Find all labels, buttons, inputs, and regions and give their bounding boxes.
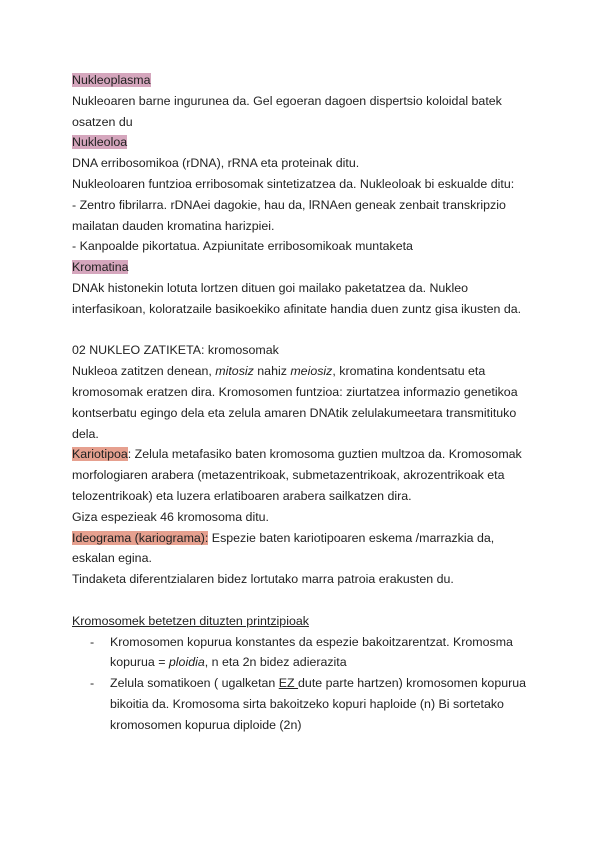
heading-nukleo-zatiketa: 02 NUKLEO ZATIKETA: kromosomak	[72, 343, 279, 358]
text-span: : Zelula metafasiko baten kromosoma guztien multzoa da. Kromosomak	[127, 447, 522, 462]
text-line: kromosomak eratzen dira. Kromosomen funtzioa: ziurtatzea informazio genetikoa	[72, 384, 518, 399]
text-line: eskalan egina.	[72, 551, 152, 566]
list-item	[72, 632, 542, 653]
text-line: osatzen du	[72, 114, 133, 129]
list-item-continuation	[72, 652, 542, 673]
highlight-kariotipoa: Kariotipoa	[72, 447, 128, 462]
text-span: Kromosomen kopurua konstantes da espezie bakoitzarentzat. Kromosma	[110, 634, 513, 649]
heading-printzipioak	[72, 611, 542, 632]
spacer	[72, 590, 542, 611]
bullet-dash: -	[90, 634, 95, 649]
text-line: DNAk histonekin lotuta lortzen dituen goi mailako paketatzea da. Nukleo	[72, 280, 469, 295]
text-span: , n eta 2n bidez adierazita	[204, 655, 347, 670]
text-line: morfologiaren arabera (metazentrikoak, submetazentrikoak, akrozentrikoak eta	[72, 468, 505, 483]
heading-nukleoplasma	[72, 70, 542, 91]
list-item	[72, 673, 542, 694]
document-content	[72, 70, 542, 736]
text-line	[72, 361, 542, 382]
text-line: telozentrikoak) eta luzera erlatiboaren arabera sailkatzen dira.	[72, 488, 412, 503]
list-item-continuation: bikoitia da. Kromosoma sirta bakoitzeko kopuri haploide (n) Bi sortetako	[110, 696, 504, 711]
text-span: kopurua =	[110, 655, 169, 670]
text-line: Giza espezieak 46 kromosoma ditu.	[72, 509, 269, 524]
italic-meiosiz: meiosiz	[290, 364, 333, 379]
bullet-dash: -	[90, 676, 95, 691]
text-span: Espezie baten kariotipoaren eskema /marrazkia da,	[208, 530, 495, 545]
text-line: mailatan dauden kromatina harizpiei.	[72, 218, 275, 233]
heading-nukleoloa	[72, 132, 542, 153]
italic-mitosiz: mitosiz	[215, 364, 254, 379]
text-line: Nukleoloaren funtzioa erribosomak sintetizatzea da. Nukleoloak bi eskualde ditu:	[72, 176, 515, 191]
text-line: Nukleoaren barne ingurunea da. Gel egoeran dagoen dispertsio koloidal batek	[72, 93, 502, 108]
spacer	[72, 320, 542, 341]
highlight-kromatina: Kromatina	[72, 260, 129, 275]
text-line: DNA erribosomikoa (rDNA), rRNA eta proteinak ditu.	[72, 156, 360, 171]
underlined-heading: Kromosomek betetzen dituzten printzipioak	[72, 613, 309, 628]
text-line	[72, 444, 542, 465]
highlight-nukleoplasma: Nukleoplasma	[72, 73, 151, 87]
text-line: - Kanpoalde pikortatua. Azpiunitate erribosomikoak muntaketa	[72, 239, 413, 254]
text-line: Tindaketa diferentzialaren bidez lortutako marra patroia erakusten du.	[72, 572, 454, 587]
underlined-ez: EZ	[278, 676, 299, 691]
text-span: , kromatina kondentsatu eta	[332, 364, 486, 379]
italic-ploidia: ploidia	[168, 655, 205, 670]
highlight-ideograma: Ideograma (kariograma):	[72, 530, 209, 545]
text-span: nahiz	[253, 364, 291, 379]
heading-kromatina	[72, 257, 542, 278]
text-line: kontserbatu egingo dela eta zelula amaren DNAtik zelulakumeetara transmitituko	[72, 405, 517, 420]
text-span: Nukleoa zatitzen denean,	[72, 364, 216, 379]
text-span: dute parte hartzen) kromosomen kopurua	[298, 676, 527, 691]
text-line	[72, 528, 542, 549]
list-item-continuation: kromosomen kopurua diploide (2n)	[110, 717, 302, 732]
text-line: interfasikoan, koloratzaile basikoekiko afinitate handia duen zuntz gisa ikusten da.	[72, 301, 522, 316]
text-line: dela.	[72, 426, 99, 441]
text-line: - Zentro fibrilarra. rDNAei dagokie, hau da, lRNAen geneak zenbait transkripzio	[72, 197, 506, 212]
text-span: Zelula somatikoen ( ugalketan	[110, 676, 279, 691]
highlight-nukleoloa: Nukleoloa	[72, 135, 128, 150]
